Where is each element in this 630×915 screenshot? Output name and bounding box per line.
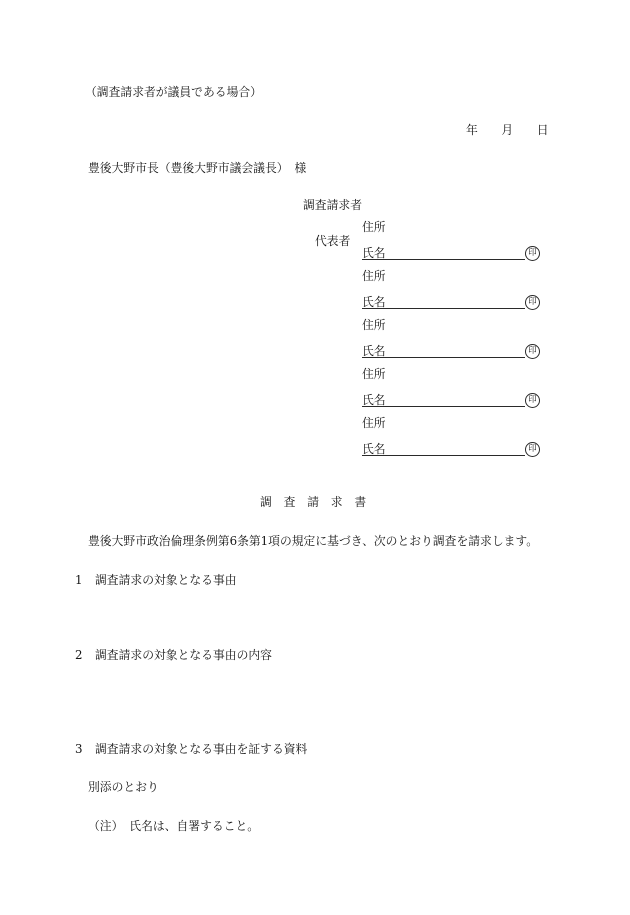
name-signature-line: [362, 344, 525, 358]
name-label: 氏名: [362, 246, 386, 260]
seal-mark: 印: [525, 246, 540, 261]
date-line: 年 月 日: [466, 123, 549, 137]
item-2: [75, 648, 272, 662]
signatory-block: [362, 220, 544, 262]
signatory-block: [362, 367, 544, 409]
name-signature-line: [362, 442, 525, 456]
seal-mark: 印: [525, 344, 540, 359]
name-signature-line: [362, 246, 525, 260]
requester-label: 調査請求者: [303, 198, 362, 212]
name-label: 氏名: [362, 295, 386, 309]
seal-mark: 印: [525, 442, 540, 457]
address-label: 住所: [362, 220, 386, 234]
name-label: 氏名: [362, 442, 386, 456]
attachment-note: 別添のとおり: [88, 780, 159, 794]
item-number: 2: [75, 648, 83, 662]
body-text: 豊後大野市政治倫理条例第6条第1項の規定に基づき、次のとおり調査を請求します。: [88, 534, 539, 548]
representative-label: 代表者: [315, 234, 351, 248]
item-label: 調査請求の対象となる事由の内容: [95, 648, 272, 662]
item-number: 1: [75, 573, 83, 587]
item-label: 調査請求の対象となる事由: [95, 573, 237, 587]
seal-mark: 印: [525, 393, 540, 408]
header-note: （調査請求者が議員である場合）: [85, 85, 262, 99]
item-label: 調査請求の対象となる事由を証する資料: [95, 742, 308, 756]
address-label: 住所: [362, 269, 386, 283]
name-signature-line: [362, 393, 525, 407]
item-3: [75, 742, 307, 756]
name-signature-line: [362, 295, 525, 309]
name-label: 氏名: [362, 393, 386, 407]
seal-mark: 印: [525, 295, 540, 310]
signatory-block: [362, 416, 544, 458]
address-label: 住所: [362, 318, 386, 332]
signatory-block: [362, 269, 544, 311]
signature-note: （注） 氏名は、自署すること。: [88, 819, 260, 833]
address-label: 住所: [362, 416, 386, 430]
item-number: 3: [75, 742, 83, 756]
addressee: 豊後大野市長（豊後大野市議会議長） 様: [88, 161, 307, 175]
name-label: 氏名: [362, 344, 386, 358]
document-title: 調 査 請 求 書: [260, 495, 367, 509]
address-label: 住所: [362, 367, 386, 381]
item-1: [75, 573, 237, 587]
signatory-block: [362, 318, 544, 360]
